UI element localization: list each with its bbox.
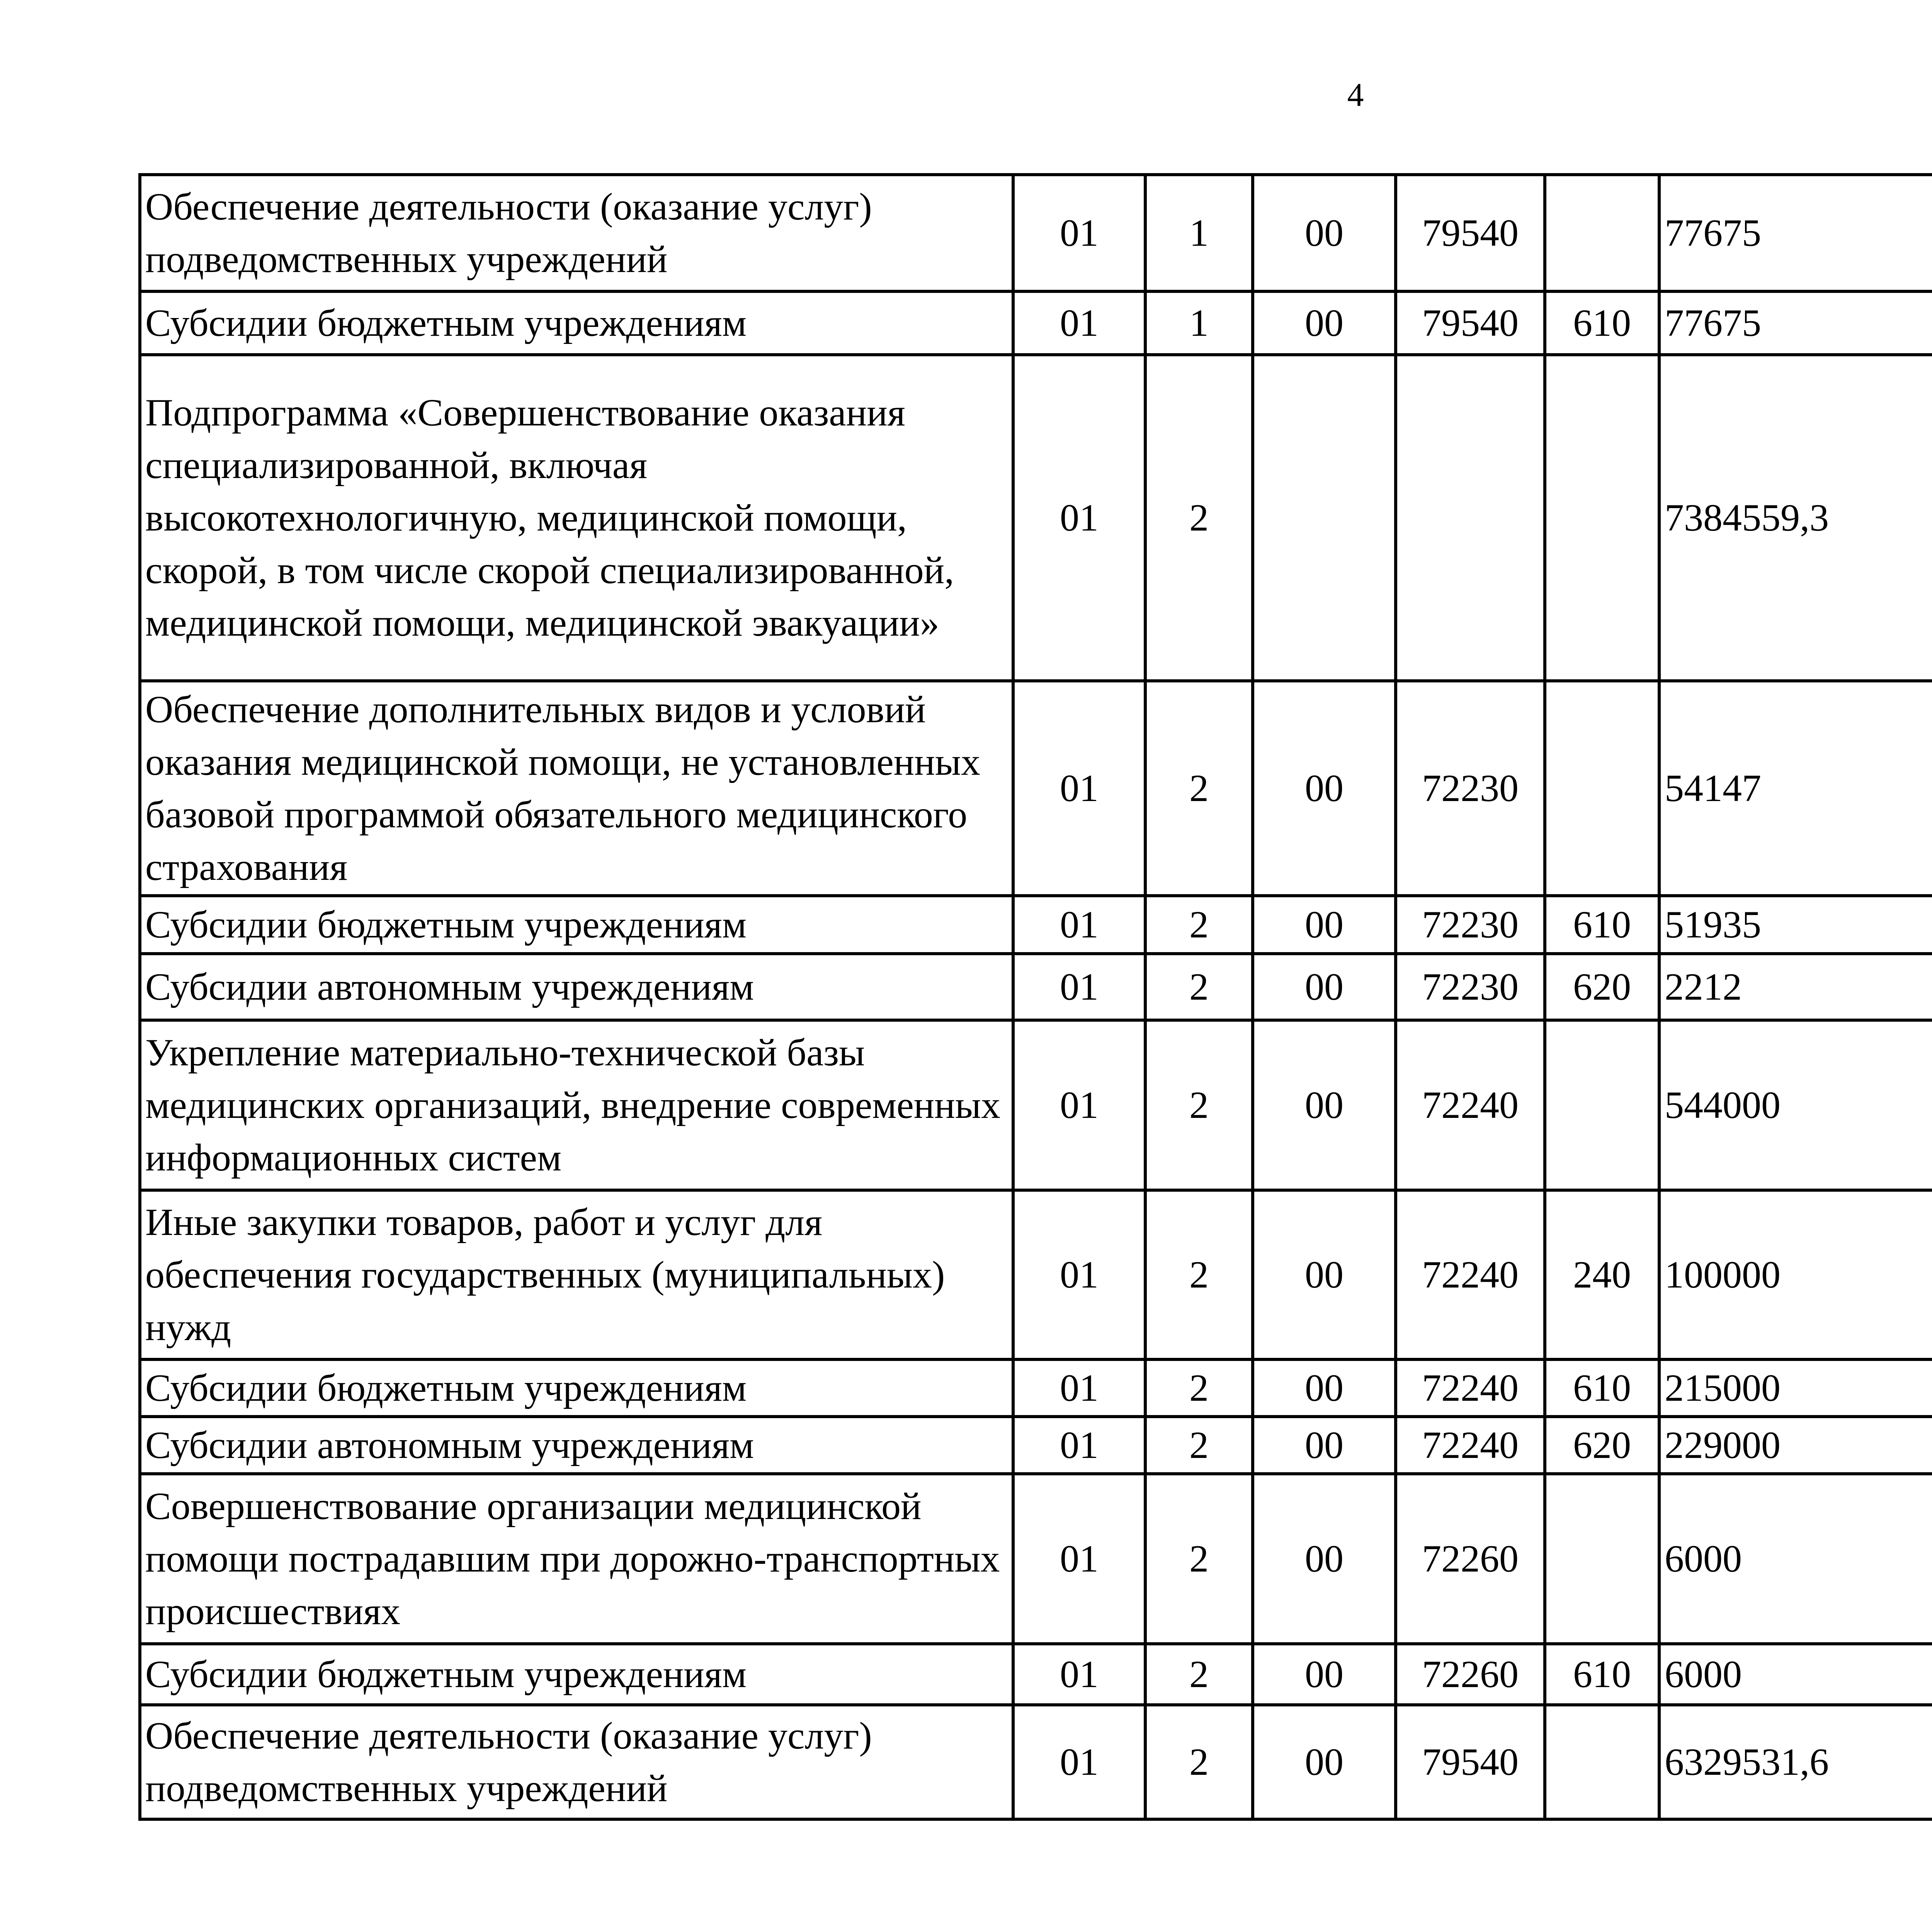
code-cell: 72260 <box>1396 1474 1545 1644</box>
item-name-cell: Обеспечение деятельности (оказание услуг) подведомственных учреждений <box>140 1705 1013 1819</box>
amount-cell: 6000 <box>1659 1644 1932 1705</box>
table-row <box>140 1417 1932 1474</box>
code-cell: 79540 <box>1396 175 1545 291</box>
code-cell: 610 <box>1545 1644 1659 1705</box>
code-cell: 240 <box>1545 1190 1659 1359</box>
table-row <box>140 954 1932 1020</box>
item-name-cell: Субсидии автономным учреждениям <box>140 954 1013 1020</box>
code-cell <box>1545 1020 1659 1190</box>
amount-cell: 77675 <box>1659 175 1932 291</box>
item-name-cell: Подпрограмма «Совершенствование оказания специализированной, включая высокотехнологичную, медицинской помощи, скорой, в том числе скорой специализированной, медицинской помощи, медицинской эвакуации» <box>140 355 1013 681</box>
code-cell <box>1396 355 1545 681</box>
code-cell: 2 <box>1145 1474 1253 1644</box>
code-cell <box>1545 355 1659 681</box>
code-cell: 01 <box>1013 175 1145 291</box>
code-cell: 00 <box>1253 175 1396 291</box>
code-cell: 2 <box>1145 1417 1253 1474</box>
code-cell: 00 <box>1253 1644 1396 1705</box>
item-name-cell: Укрепление материально-технической базы медицинских организаций, внедрение современных информационных систем <box>140 1020 1013 1190</box>
code-cell: 00 <box>1253 954 1396 1020</box>
code-cell <box>1253 355 1396 681</box>
table-row <box>140 355 1932 681</box>
code-cell: 01 <box>1013 1644 1145 1705</box>
code-cell: 2 <box>1145 355 1253 681</box>
code-cell: 72240 <box>1396 1359 1545 1417</box>
item-name-cell: Обеспечение дополнительных видов и условий оказания медицинской помощи, не установленных базовой программой обязательного медицинского страхования <box>140 681 1013 896</box>
item-name-cell: Обеспечение деятельности (оказание услуг) подведомственных учреждений <box>140 175 1013 291</box>
code-cell: 2 <box>1145 1359 1253 1417</box>
code-cell: 01 <box>1013 291 1145 355</box>
code-cell: 610 <box>1545 896 1659 954</box>
code-cell: 610 <box>1545 1359 1659 1417</box>
item-name-cell: Субсидии бюджетным учреждениям <box>140 896 1013 954</box>
code-cell: 01 <box>1013 1417 1145 1474</box>
code-cell: 00 <box>1253 1705 1396 1819</box>
item-name-cell: Иные закупки товаров, работ и услуг для обеспечения государственных (муниципальных) нужд <box>140 1190 1013 1359</box>
code-cell: 01 <box>1013 1705 1145 1819</box>
code-cell: 00 <box>1253 896 1396 954</box>
item-name-cell: Субсидии бюджетным учреждениям <box>140 1359 1013 1417</box>
page-number: 4 <box>1347 76 1364 113</box>
table-row <box>140 175 1932 291</box>
table-row <box>140 1190 1932 1359</box>
table-row <box>140 896 1932 954</box>
amount-cell: 6329531,6 <box>1659 1705 1932 1819</box>
code-cell: 610 <box>1545 291 1659 355</box>
table-row <box>140 1474 1932 1644</box>
amount-cell: 2212 <box>1659 954 1932 1020</box>
amount-cell: 544000 <box>1659 1020 1932 1190</box>
item-name-cell: Субсидии бюджетным учреждениям <box>140 1644 1013 1705</box>
code-cell: 72240 <box>1396 1190 1545 1359</box>
table-row <box>140 681 1932 896</box>
code-cell: 00 <box>1253 1474 1396 1644</box>
code-cell: 79540 <box>1396 291 1545 355</box>
code-cell: 72240 <box>1396 1020 1545 1190</box>
code-cell: 01 <box>1013 1359 1145 1417</box>
code-cell: 00 <box>1253 1190 1396 1359</box>
code-cell: 1 <box>1145 175 1253 291</box>
code-cell <box>1545 1474 1659 1644</box>
item-name-cell: Совершенствование организации медицинской помощи пострадавшим при дорожно-транспортных происшествиях <box>140 1474 1013 1644</box>
code-cell: 72230 <box>1396 681 1545 896</box>
amount-cell: 215000 <box>1659 1359 1932 1417</box>
item-name-cell: Субсидии бюджетным учреждениям <box>140 291 1013 355</box>
code-cell <box>1545 175 1659 291</box>
code-cell: 00 <box>1253 681 1396 896</box>
code-cell: 72260 <box>1396 1644 1545 1705</box>
code-cell: 01 <box>1013 954 1145 1020</box>
code-cell: 01 <box>1013 1020 1145 1190</box>
code-cell: 01 <box>1013 1474 1145 1644</box>
code-cell: 00 <box>1253 1020 1396 1190</box>
amount-cell: 229000 <box>1659 1417 1932 1474</box>
code-cell: 72240 <box>1396 1417 1545 1474</box>
code-cell: 2 <box>1145 681 1253 896</box>
code-cell: 01 <box>1013 681 1145 896</box>
code-cell: 1 <box>1145 291 1253 355</box>
table-row <box>140 1644 1932 1705</box>
code-cell: 79540 <box>1396 1705 1545 1819</box>
code-cell: 72230 <box>1396 896 1545 954</box>
amount-cell: 6000 <box>1659 1474 1932 1644</box>
code-cell: 2 <box>1145 896 1253 954</box>
code-cell: 620 <box>1545 1417 1659 1474</box>
code-cell: 01 <box>1013 896 1145 954</box>
amount-cell: 77675 <box>1659 291 1932 355</box>
amount-cell: 54147 <box>1659 681 1932 896</box>
amount-cell: 100000 <box>1659 1190 1932 1359</box>
code-cell: 00 <box>1253 291 1396 355</box>
code-cell: 01 <box>1013 1190 1145 1359</box>
code-cell <box>1545 681 1659 896</box>
item-name-cell: Субсидии автономным учреждениям <box>140 1417 1013 1474</box>
table-row <box>140 1705 1932 1819</box>
code-cell: 00 <box>1253 1417 1396 1474</box>
code-cell <box>1545 1705 1659 1819</box>
code-cell: 2 <box>1145 1190 1253 1359</box>
amount-cell: 7384559,3 <box>1659 355 1932 681</box>
table-body <box>140 175 1932 1819</box>
code-cell: 00 <box>1253 1359 1396 1417</box>
code-cell: 2 <box>1145 1705 1253 1819</box>
code-cell: 620 <box>1545 954 1659 1020</box>
amount-cell: 51935 <box>1659 896 1932 954</box>
budget-table <box>138 173 1932 1821</box>
table-row <box>140 1020 1932 1190</box>
code-cell: 2 <box>1145 954 1253 1020</box>
code-cell: 2 <box>1145 1020 1253 1190</box>
table-row <box>140 1359 1932 1417</box>
code-cell: 72230 <box>1396 954 1545 1020</box>
table-row <box>140 291 1932 355</box>
code-cell: 2 <box>1145 1644 1253 1705</box>
code-cell: 01 <box>1013 355 1145 681</box>
